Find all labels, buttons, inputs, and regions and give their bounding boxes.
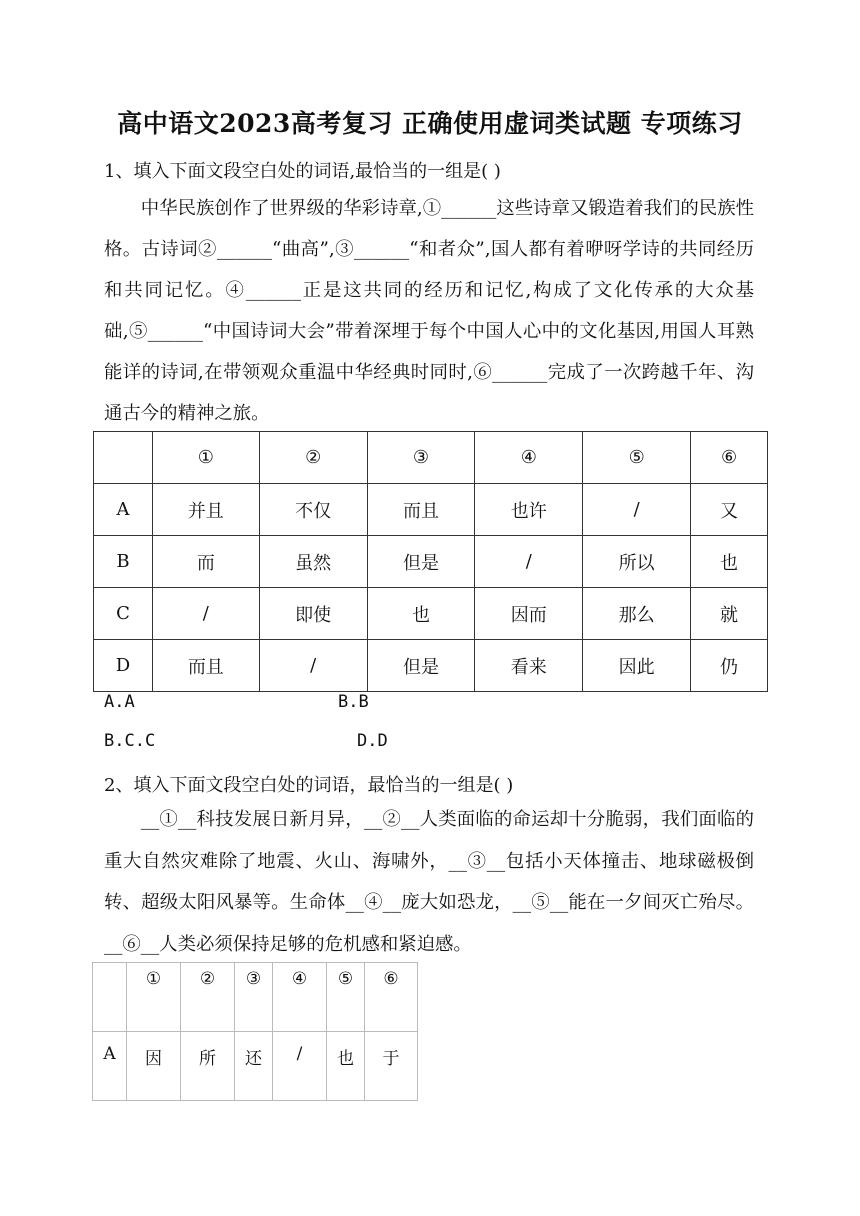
table-cell: B <box>94 536 153 588</box>
table-cell: / <box>273 1032 327 1101</box>
table-cell: 也 <box>327 1032 365 1101</box>
table-cell: 而 <box>152 536 259 588</box>
table-cell: ④ <box>273 963 327 1032</box>
table-cell: 而且 <box>152 640 259 692</box>
table-cell: ⑤ <box>583 432 691 484</box>
table-cell: ② <box>181 963 235 1032</box>
option-d: D.D <box>357 731 388 751</box>
option-b: B.B <box>338 692 369 712</box>
table-cell: 不仅 <box>259 484 367 536</box>
table-cell: 那么 <box>583 588 691 640</box>
table-row <box>94 640 768 692</box>
page-title: 高中语文2023高考复习 正确使用虚词类试题 专项练习 <box>117 109 743 138</box>
question-1-options-table <box>93 431 768 692</box>
table-cell: 于 <box>365 1032 418 1101</box>
table-cell: ④ <box>475 432 583 484</box>
option-c: B.C.C <box>104 731 156 751</box>
question-2-passage <box>104 799 754 965</box>
table-cell: 因 <box>127 1032 181 1101</box>
table-cell <box>93 963 127 1032</box>
table-row <box>94 484 768 536</box>
table-cell: 因此 <box>583 640 691 692</box>
table-cell: 所以 <box>583 536 691 588</box>
table-cell: 也 <box>367 588 475 640</box>
table-cell <box>94 432 153 484</box>
table-cell: 因而 <box>475 588 583 640</box>
question-2-stem: 2、填入下面文段空白处的词语，最恰当的一组是( ) <box>104 775 514 796</box>
table-cell: D <box>94 640 153 692</box>
table-cell: 但是 <box>367 536 475 588</box>
question-1-stem: 1、填入下面文段空白处的词语,最恰当的一组是( ) <box>104 161 501 182</box>
table-cell: 就 <box>691 588 768 640</box>
question-1-passage <box>104 188 754 434</box>
table-cell: ② <box>259 432 367 484</box>
table-header-row <box>93 963 418 1032</box>
table-cell: 但是 <box>367 640 475 692</box>
table-cell: C <box>94 588 153 640</box>
table-cell: / <box>259 640 367 692</box>
table-cell: A <box>94 484 153 536</box>
table-cell: ① <box>127 963 181 1032</box>
table-cell: 也许 <box>475 484 583 536</box>
table-cell: 而且 <box>367 484 475 536</box>
passage-text: 中华民族创作了世界级的华彩诗章,①______这些诗章又锻造着我们的民族性格。古诗词②______“曲高”,③______“和者众”,国人都有着咿呀学诗的共同经历和共同记忆。④______正是这共同的经历和记忆,构成了文化传承的大众基础,⑤______“中国诗词大会”带着深埋于每个中国人心中的文化基因,用国人耳熟能详的诗词,在带领观众重温中华经典时同时,⑥______完成了一次跨越千年、沟通古今的精神之旅。 <box>104 198 754 424</box>
table-row <box>94 588 768 640</box>
table-cell: 看来 <box>475 640 583 692</box>
table-cell: 虽然 <box>259 536 367 588</box>
question-2-options-table <box>92 962 418 1101</box>
table-cell: ⑤ <box>327 963 365 1032</box>
table-cell: 又 <box>691 484 768 536</box>
table-cell: / <box>583 484 691 536</box>
table-cell: 仍 <box>691 640 768 692</box>
option-a: A.A <box>104 692 135 712</box>
table-row <box>93 1032 418 1101</box>
table-cell: / <box>475 536 583 588</box>
table-cell: 所 <box>181 1032 235 1101</box>
table-cell: ③ <box>235 963 273 1032</box>
table-cell: / <box>152 588 259 640</box>
table-cell: ① <box>152 432 259 484</box>
table-cell: 也 <box>691 536 768 588</box>
table-cell: 即使 <box>259 588 367 640</box>
table-cell: ⑥ <box>365 963 418 1032</box>
table-header-row <box>94 432 768 484</box>
table-cell: A <box>93 1032 127 1101</box>
table-cell: ③ <box>367 432 475 484</box>
table-cell: 并且 <box>152 484 259 536</box>
table-cell: 还 <box>235 1032 273 1101</box>
table-row <box>94 536 768 588</box>
passage-text: __①__科技发展日新月异，__②__人类面临的命运却十分脆弱，我们面临的重大自然灾难除了地震、火山、海啸外，__③__包括小天体撞击、地球磁极倒转、超级太阳风暴等。生命体__④__庞大如恐龙，__⑤__能在一夕间灭亡殆尽。__⑥__人类必须保持足够的危机感和紧迫感。 <box>104 809 754 955</box>
table-cell: ⑥ <box>691 432 768 484</box>
